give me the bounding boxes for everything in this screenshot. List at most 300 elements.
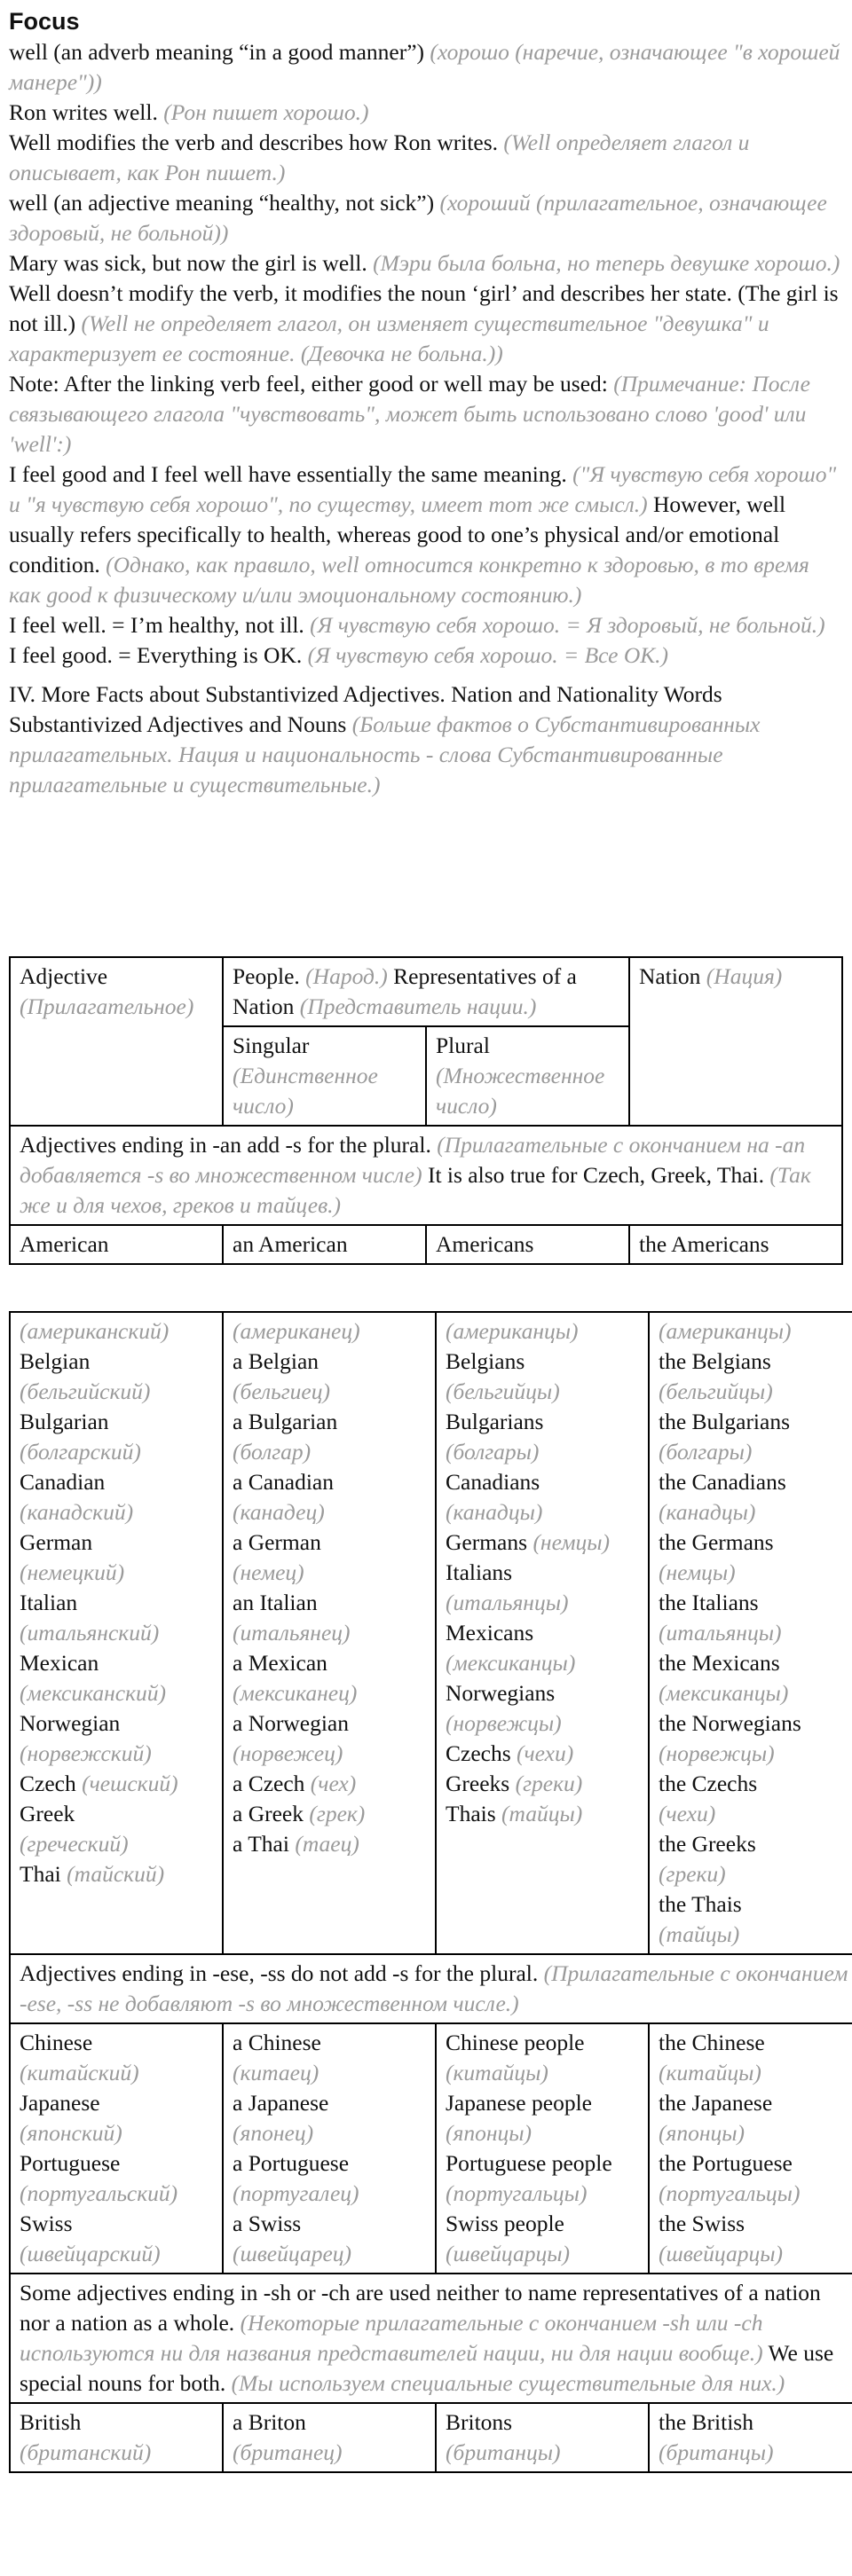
list-item (659, 2239, 852, 2269)
list-item (446, 1377, 639, 1407)
russian-translation: (норвежский) (20, 1740, 152, 1766)
list-item (233, 1316, 426, 1347)
list-item (659, 1799, 852, 1829)
plural-column (436, 2023, 649, 2274)
plural-column (436, 1312, 649, 1954)
table-row-british (10, 2403, 852, 2472)
list-item (659, 1377, 852, 1407)
header-people (223, 957, 629, 1026)
russian-translation: (немец) (233, 1559, 304, 1585)
list-item (233, 1377, 426, 1407)
list-item (446, 1558, 639, 1588)
english-text: Italian (20, 1590, 78, 1615)
list-item (446, 2179, 639, 2209)
russian-translation: (мексиканец) (233, 1680, 358, 1706)
russian-translation: (хорошо (наречие, означающее "в хорошей манере")) (9, 39, 840, 95)
russian-translation: (португальцы) (446, 2180, 588, 2206)
english-text: Bulgarian (20, 1409, 109, 1434)
english-text: the Czechs (659, 1771, 758, 1796)
list-item (659, 1618, 852, 1648)
section-heading: Focus (9, 8, 80, 35)
table-cell (436, 2403, 649, 2472)
russian-translation: (британский) (20, 2439, 152, 2465)
list-item (233, 1708, 426, 1739)
list-item (20, 1799, 213, 1829)
table-cell: an American (223, 1225, 426, 1264)
english-text: Portuguese (20, 2150, 121, 2176)
russian-translation: (итальянцы) (446, 1590, 569, 1615)
russian-translation: (португальцы) (659, 2180, 801, 2206)
english-text: Mary was sick, but now the girl is well. (9, 250, 367, 276)
russian-translation: (таец) (295, 1831, 359, 1857)
english-text: Nation (639, 963, 701, 989)
russian-translation: (китайский) (20, 2060, 139, 2085)
russian-translation: (грек) (309, 1801, 366, 1826)
intro-paragraph (9, 640, 843, 671)
russian-translation: (британцы) (446, 2439, 561, 2465)
list-item (20, 1497, 213, 1528)
english-text: IV. More Facts about Substantivized Adjectives. Nation and Nationality Words Substantivized Adjectives and Nouns (9, 681, 722, 737)
table-row-american (10, 1225, 842, 1264)
russian-translation: (американец) (233, 1318, 360, 1344)
russian-translation: (Прилагательные с окончанием -ese, -ss не добавляют -s во множественном числе.) (20, 1960, 848, 2016)
russian-translation: (болгарский) (20, 1439, 141, 1465)
russian-translation: (хороший (прилагательное, означающее здоровый, не больной)) (9, 190, 827, 246)
russian-translation: (Рон пишет хорошо.) (163, 99, 369, 125)
list-item (20, 1739, 213, 1769)
intro-paragraph (9, 98, 843, 128)
russian-translation: (болгар) (233, 1439, 312, 1465)
english-text: Norwegian (20, 1710, 121, 1736)
russian-translation: (Прилагательное) (20, 993, 194, 1019)
list-item (446, 2028, 639, 2058)
russian-translation: (швейцарцы) (446, 2241, 570, 2266)
list-item (446, 2209, 639, 2239)
nationality-table-bottom (9, 1311, 852, 2473)
russian-translation: (Я чувствую себя хорошо. = Все ОК.) (307, 642, 669, 668)
english-text: a Norwegian (233, 1710, 349, 1736)
english-text: Plural (436, 1033, 490, 1058)
list-item (20, 1528, 213, 1558)
section-iv-title (9, 679, 843, 800)
intro-paragraph (9, 610, 843, 640)
list-item (446, 1799, 639, 1829)
list-item (446, 1588, 639, 1618)
list-item (233, 1678, 426, 1708)
russian-translation: (Well определяет глагол и описывает, как Рон пишет.) (9, 130, 750, 185)
list-item (446, 1618, 639, 1648)
english-text: Swiss people (446, 2211, 564, 2236)
list-item (659, 2088, 852, 2118)
english-text: Representatives of a Nation (233, 963, 577, 1019)
list-item (233, 1558, 426, 1588)
russian-translation: (норвежцы) (446, 1710, 562, 1736)
list-item (659, 1316, 852, 1347)
english-text: Belgian (20, 1348, 91, 1374)
english-text: Adjective (20, 963, 108, 989)
russian-translation: (японцы) (446, 2120, 532, 2146)
note-row-an (10, 1126, 842, 1225)
english-text: Chinese people (446, 2030, 585, 2055)
russian-translation: (швейцарцы) (659, 2241, 783, 2266)
list-item (233, 1618, 426, 1648)
english-text: well (an adverb meaning “in a good manner”) (9, 39, 425, 65)
english-text: Thai (20, 1861, 61, 1887)
english-text: Greeks (446, 1771, 510, 1796)
english-text: Italians (446, 1559, 513, 1585)
english-text: Swiss (20, 2211, 73, 2236)
list-item (233, 2088, 426, 2118)
list-item (659, 1347, 852, 1377)
table-cell: American (10, 1225, 223, 1264)
russian-translation: (Нация) (706, 963, 783, 989)
russian-translation: (мексиканский) (20, 1680, 167, 1706)
russian-translation: (норвежцы) (659, 1740, 775, 1766)
list-item (659, 1859, 852, 1889)
list-item (233, 1829, 426, 1859)
russian-translation: (итальянцы) (659, 1620, 782, 1645)
list-item (446, 1467, 639, 1497)
english-text: Czech (20, 1771, 76, 1796)
english-text: People. (233, 963, 300, 989)
english-text: Well doesn’t modify the verb, it modifies the noun ‘girl’ and describes her state. (The girl is not ill.) (9, 280, 839, 336)
list-item (446, 1769, 639, 1799)
english-text: Canadian (20, 1469, 106, 1495)
list-item (20, 1558, 213, 1588)
list-item (659, 1467, 852, 1497)
russian-translation: (Прилагательные с окончанием на -an добавляется -s во множественном числе) (20, 1132, 806, 1188)
singular-column (223, 2023, 436, 2274)
list-item (20, 1316, 213, 1347)
english-text: the Mexicans (659, 1650, 780, 1676)
nation-column (649, 2023, 852, 2274)
english-text: It is also true for Czech, Greek, Thai. (427, 1162, 765, 1188)
english-text: Adjectives ending in -ese, -ss do not add -s for the plural. (20, 1960, 539, 1986)
list-item (20, 2118, 213, 2148)
english-text: a German (233, 1529, 321, 1555)
list-item (446, 2058, 639, 2088)
table-cell: Americans (426, 1225, 629, 1264)
russian-translation: (Well не определяет глагол, он изменяет существительное "девушка" и характеризует ее состояние. (Девочка не больна.)) (9, 310, 769, 366)
russian-translation: (канадец) (233, 1499, 325, 1525)
english-text: We use special nouns for both. (20, 2340, 834, 2396)
russian-translation: (тайцы) (501, 1801, 583, 1826)
list-item (233, 1467, 426, 1497)
nationality-table-top (9, 956, 843, 1265)
list-item (659, 2028, 852, 2058)
russian-translation: (чехи) (517, 1740, 574, 1766)
russian-translation: (Однако, как правило, well относится конкретно к здоровью, в то время как good к физическому и/или эмоциональному состоянию.) (9, 552, 809, 608)
english-text: the Italians (659, 1590, 759, 1615)
intro-paragraph (9, 128, 843, 188)
header-adjective (10, 957, 223, 1126)
russian-translation: (Множественное число) (436, 1063, 605, 1119)
english-text: I feel good and I feel well have essentially the same meaning. (9, 461, 567, 487)
adjective-column (10, 2023, 223, 2274)
russian-translation: (чешский) (82, 1771, 178, 1796)
russian-translation: (американцы) (659, 1318, 792, 1344)
list-item (446, 1678, 639, 1708)
russian-translation: (немецкий) (20, 1559, 125, 1585)
russian-translation: (Народ.) (305, 963, 388, 989)
english-text: a Japanese (233, 2090, 329, 2116)
english-text: a Portuguese (233, 2150, 350, 2176)
list-item (233, 2028, 426, 2058)
list-item (20, 1407, 213, 1437)
list-item (233, 2148, 426, 2179)
english-text: the Greeks (659, 1831, 756, 1857)
english-text: the Swiss (659, 2211, 746, 2236)
list-item (20, 1708, 213, 1739)
list-item (446, 1528, 639, 1558)
list-item (20, 1769, 213, 1799)
russian-translation: (португалец) (233, 2180, 359, 2206)
english-text: Germans (446, 1529, 528, 1555)
list-item (233, 2118, 426, 2148)
list-item (20, 2239, 213, 2269)
table-row-an-group (10, 1312, 852, 1954)
russian-translation: (бельгиец) (233, 1378, 330, 1404)
list-item (446, 2118, 639, 2148)
english-text: Czechs (446, 1740, 511, 1766)
list-item (20, 1859, 213, 1889)
russian-translation: (Мэри была больна, но теперь девушке хорошо.) (373, 250, 840, 276)
russian-translation: (швейцарец) (233, 2241, 351, 2266)
english-text: the Germans (659, 1529, 774, 1555)
list-item (659, 2179, 852, 2209)
english-text: a Canadian (233, 1469, 334, 1495)
list-item (233, 1739, 426, 1769)
list-item (233, 1769, 426, 1799)
list-item (446, 1708, 639, 1739)
english-text: a Mexican (233, 1650, 327, 1676)
english-text: Japanese (20, 2090, 100, 2116)
russian-translation: (норвежец) (233, 1740, 343, 1766)
intro-paragraph (9, 37, 843, 98)
intro-paragraph (9, 369, 843, 459)
header-plural (426, 1026, 629, 1126)
intro-paragraph (9, 279, 843, 369)
russian-translation: (китайцы) (446, 2060, 548, 2085)
list-item (446, 1739, 639, 1769)
english-text: I feel good. = Everything is OK. (9, 642, 303, 668)
russian-translation: (британец) (233, 2439, 343, 2465)
russian-translation: (чех) (310, 1771, 357, 1796)
russian-translation: (тайский) (67, 1861, 165, 1887)
list-item (233, 2058, 426, 2088)
list-item (20, 2028, 213, 2058)
russian-translation: (греки) (515, 1771, 583, 1796)
list-item (446, 2239, 639, 2269)
note-cell (10, 1954, 852, 2023)
english-text: the Canadians (659, 1469, 786, 1495)
russian-translation: (болгары) (659, 1439, 753, 1465)
intro-paragraph-mixed (9, 459, 843, 610)
russian-translation: (Некоторые прилагательные с окончанием -sh или -ch используются ни для названия представителей нации, ни для нации вообще.) (20, 2310, 763, 2366)
english-text: Adjectives ending in -an add -s for the plural. (20, 1132, 431, 1158)
list-item (659, 1708, 852, 1739)
nation-column (649, 1312, 852, 1954)
english-text: Norwegians (446, 1680, 556, 1706)
russian-translation: (канадцы) (446, 1499, 543, 1525)
list-item (659, 2209, 852, 2239)
list-item (659, 1528, 852, 1558)
russian-translation: (греки) (659, 1861, 726, 1887)
list-item (233, 1437, 426, 1467)
russian-translation: (американцы) (446, 1318, 579, 1344)
russian-translation: (немцы) (532, 1529, 611, 1555)
english-text: Bulgarians (446, 1409, 544, 1434)
note-row-ese (10, 1954, 852, 2023)
intro-tail-paragraphs (9, 610, 843, 671)
list-item (659, 1678, 852, 1708)
list-item (233, 1648, 426, 1678)
list-item (233, 2209, 426, 2239)
english-text: the Belgians (659, 1348, 771, 1374)
list-item (659, 1920, 852, 1950)
header-singular (223, 1026, 426, 1126)
english-text: Britons (446, 2409, 513, 2435)
russian-translation: (Так же и для чехов, греков и тайцев.) (20, 1162, 811, 1218)
list-item (233, 1588, 426, 1618)
english-text: the British (659, 2409, 753, 2435)
russian-translation: (канадский) (20, 1499, 134, 1525)
english-text: a Greek (233, 1801, 304, 1826)
russian-translation: (китайцы) (659, 2060, 761, 2085)
list-item (20, 2179, 213, 2209)
list-item (659, 2118, 852, 2148)
english-text: Note: After the linking verb feel, either good or well may be used: (9, 371, 608, 397)
russian-translation: (португальский) (20, 2180, 178, 2206)
russian-translation: (канадцы) (659, 1499, 756, 1525)
english-text: Singular (233, 1033, 310, 1058)
list-item (20, 1437, 213, 1467)
russian-translation: (британцы) (659, 2439, 774, 2465)
russian-translation: (итальянский) (20, 1620, 160, 1645)
english-text: Mexican (20, 1650, 99, 1676)
list-item (659, 1648, 852, 1678)
list-item (20, 1829, 213, 1859)
english-text: Well modifies the verb and describes how Ron writes. (9, 130, 499, 155)
note-row-sh (10, 2274, 852, 2403)
list-item (446, 1316, 639, 1347)
russian-translation: (итальянец) (233, 1620, 351, 1645)
list-item (233, 1497, 426, 1528)
english-text: the Norwegians (659, 1710, 801, 1736)
list-item (20, 1588, 213, 1618)
russian-translation: (японец) (233, 2120, 314, 2146)
list-item (20, 1377, 213, 1407)
list-item (446, 1407, 639, 1437)
list-item (20, 2088, 213, 2118)
english-text: Portuguese people (446, 2150, 612, 2176)
russian-translation: (греческий) (20, 1831, 129, 1857)
russian-translation: (японцы) (659, 2120, 746, 2146)
table-cell: the Americans (629, 1225, 842, 1264)
list-item (659, 1829, 852, 1859)
list-item (659, 1588, 852, 1618)
russian-translation: (бельгийцы) (446, 1378, 560, 1404)
russian-translation: (Единственное число) (233, 1063, 378, 1119)
russian-translation: (китаец) (233, 2060, 320, 2085)
list-item (446, 1347, 639, 1377)
russian-translation: (Мы используем специальные существительные для них.) (231, 2370, 785, 2396)
russian-translation: (мексиканцы) (659, 1680, 789, 1706)
list-item (233, 2239, 426, 2269)
russian-translation: (Больше фактов о Субстантивированных прилагательных. Нация и национальность - слова Субстантивированные прилагательные и существительные.) (9, 711, 761, 797)
list-item (659, 1769, 852, 1799)
english-text: the Japanese (659, 2090, 773, 2116)
english-text: the Portuguese (659, 2150, 793, 2176)
russian-translation: (тайцы) (659, 1921, 740, 1947)
english-text: I feel well. = I’m healthy, not ill. (9, 612, 304, 638)
english-text: the Chinese (659, 2030, 765, 2055)
russian-translation: (чехи) (659, 1801, 716, 1826)
english-text: However, well usually refers specifically to health, whereas good to one’s physical and/or emotional condition. (9, 491, 786, 577)
english-text: Greek (20, 1801, 75, 1826)
list-item (233, 1528, 426, 1558)
intro-paragraph (9, 188, 843, 248)
russian-translation: (Представитель нации.) (299, 993, 537, 1019)
english-text: Canadians (446, 1469, 540, 1495)
english-text: a Belgian (233, 1348, 320, 1374)
list-item (446, 1648, 639, 1678)
english-text: a Swiss (233, 2211, 302, 2236)
english-text: a Bulgarian (233, 1409, 338, 1434)
list-item (233, 1799, 426, 1829)
russian-translation: (швейцарский) (20, 2241, 161, 2266)
russian-translation: (американский) (20, 1318, 170, 1344)
english-text: a Czech (233, 1771, 305, 1796)
russian-translation: (бельгийский) (20, 1378, 151, 1404)
english-text: a Briton (233, 2409, 306, 2435)
list-item (659, 1889, 852, 1920)
table-cell (10, 2403, 223, 2472)
russian-translation: (болгары) (446, 1439, 540, 1465)
list-item (20, 2209, 213, 2239)
russian-translation: (Примечание: После связывающего глагола "чувствовать", может быть использовано слово 'good' или 'well':) (9, 371, 810, 457)
english-text: the Thais (659, 1891, 742, 1917)
note-cell (10, 1126, 842, 1225)
english-text: Chinese (20, 2030, 93, 2055)
russian-translation: (Я чувствую себя хорошо. = Я здоровый, не больной.) (310, 612, 825, 638)
list-item (20, 1467, 213, 1497)
english-text: Ron writes well. (9, 99, 158, 125)
english-text: an Italian (233, 1590, 318, 1615)
english-text: British (20, 2409, 82, 2435)
list-item (20, 1678, 213, 1708)
list-item (659, 1558, 852, 1588)
russian-translation: (немцы) (659, 1559, 736, 1585)
russian-translation: (бельгийцы) (659, 1378, 773, 1404)
list-item (20, 1618, 213, 1648)
list-item (446, 1437, 639, 1467)
english-text: well (an adjective meaning “healthy, not sick”) (9, 190, 435, 216)
table-header-row (10, 957, 842, 1026)
list-item (659, 1407, 852, 1437)
list-item (659, 2058, 852, 2088)
russian-translation: ("Я чувствую себя хорошо" и "я чувствую себя хорошо", по существу, имеет тот же смысл.) (9, 461, 837, 517)
english-text: Some adjectives ending in -sh or -ch are used neither to name representatives of a nation nor a nation as a whole. (20, 2280, 821, 2336)
list-item (233, 1347, 426, 1377)
singular-column (223, 1312, 436, 1954)
list-item (659, 1497, 852, 1528)
russian-translation: (японский) (20, 2120, 122, 2146)
english-text: Thais (446, 1801, 496, 1826)
table-cell (223, 2403, 436, 2472)
english-text: Japanese people (446, 2090, 592, 2116)
english-text: Mexicans (446, 1620, 534, 1645)
